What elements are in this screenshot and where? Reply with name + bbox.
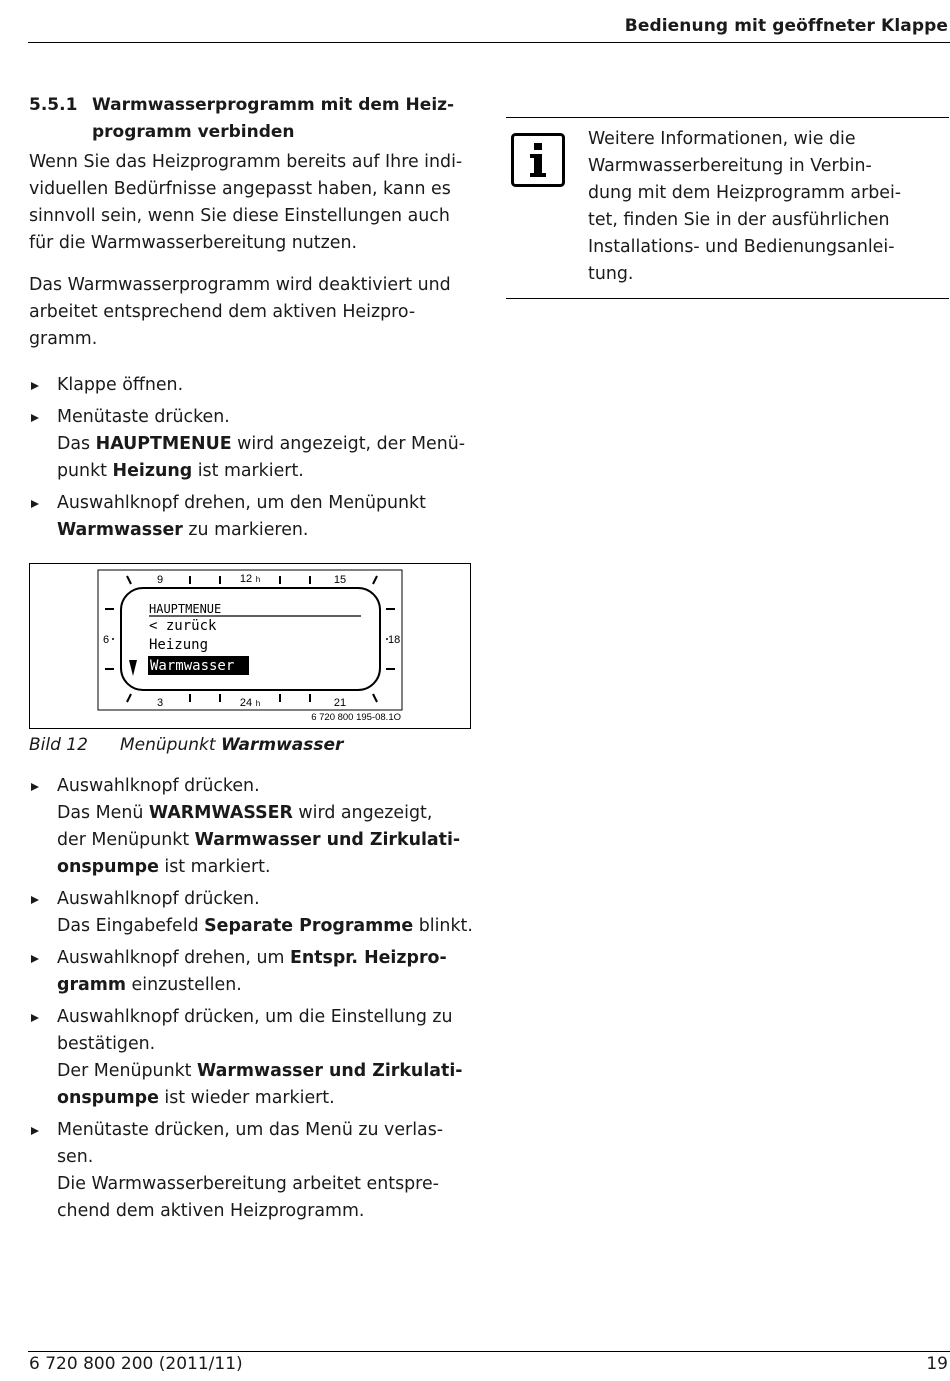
figure-display: [29, 563, 471, 729]
info-box: [506, 118, 949, 298]
footer-doc-code: 6 720 800 200 (2011/11): [29, 1354, 243, 1374]
step-text: Klappe öffnen.: [57, 375, 184, 395]
instruction-step: [29, 886, 474, 940]
intro-paragraph: Wenn Sie das Heizprogramm bereits auf Ihre indi- viduellen Bedürfnisse angepasst haben, kann es sinnvoll sein, wenn Sie diese Einstellungen auch für die Warmwasserbereitung nutzen.: [29, 152, 463, 253]
lcd-item-back: < zurück: [149, 618, 217, 634]
lcd-item-hot-water-selected: Warmwasser: [150, 658, 235, 674]
running-header: Bedienung mit geöffneter Klappe: [624, 16, 948, 36]
step-text: Auswahlknopf drücken.: [57, 889, 260, 909]
step-text: Das Eingabefeld: [57, 916, 205, 936]
dial-label-15: 15: [333, 574, 347, 586]
step-text: Auswahlknopf drehen, um den Menüpunkt: [57, 493, 426, 513]
step-text: sen.: [57, 1147, 94, 1167]
right-column: [506, 117, 949, 299]
step-text: der Menüpunkt: [57, 830, 195, 850]
step-bold-text: Entspr. Heizpro-: [289, 948, 447, 968]
figure-code: 6 720 800 195-08.1O: [311, 712, 401, 723]
step-text: Die Warmwasserbereitung arbeitet entspre-: [57, 1174, 439, 1194]
dial-label-h-bottom: h: [255, 699, 261, 708]
step-bold-text: HAUPTMENUE: [95, 434, 232, 454]
footer-rule: [28, 1351, 950, 1352]
caption-number: Bild 12: [29, 735, 88, 755]
step-bold-text: Warmwasser: [57, 520, 183, 540]
step-text: wird angezeigt, der Menü-: [231, 434, 466, 454]
step-text: ist wieder markiert.: [158, 1088, 335, 1108]
control-unit-display-illustration: [30, 564, 470, 728]
step-bold-text: onspumpe: [57, 857, 159, 877]
step-text: Das Menü: [57, 803, 149, 823]
instruction-list-1: [29, 372, 474, 544]
step-text: Menütaste drücken.: [57, 407, 230, 427]
instruction-step: [29, 773, 474, 881]
left-column: [29, 92, 474, 1230]
step-text: chend dem aktiven Heizprogramm.: [57, 1201, 365, 1221]
instruction-step: [29, 490, 474, 544]
deactivation-paragraph: Das Warmwasserprogramm wird deaktiviert und arbeitet entsprechend dem aktiven Heizpro- gramm.: [29, 275, 451, 349]
step-bold-text: Warmwasser und Zirkulati-: [197, 1061, 463, 1081]
step-text: wird angezeigt,: [292, 803, 433, 823]
step-bold-text: Separate Programme: [204, 916, 414, 936]
scroll-down-arrow-icon: [129, 660, 137, 676]
instruction-step: [29, 372, 474, 399]
step-text: ist markiert.: [158, 857, 271, 877]
dial-tick: [373, 694, 377, 702]
step-text: einzustellen.: [126, 975, 242, 995]
caption-text: [120, 732, 343, 759]
lcd-item-heating: Heizung: [149, 637, 209, 653]
info-text: Weitere Informationen, wie die Warmwasserbereitung in Verbin- dung mit dem Heizprogramm arbei- tet, finden Sie in der ausführlichen Installations- und Bedienungsanlei- tung.: [588, 129, 902, 284]
instruction-list-2: [29, 773, 474, 1225]
step-bold-text: gramm: [57, 975, 127, 995]
lcd-menu-title: HAUPTMENUE: [149, 602, 222, 616]
instruction-step: [29, 1117, 474, 1225]
step-bold-text: WARMWASSER: [148, 803, 293, 823]
dial-label-3: 3: [156, 697, 164, 709]
step-bold-text: Heizung: [112, 461, 193, 481]
dial-label-24: 24: [239, 697, 253, 709]
instruction-step: [29, 404, 474, 485]
instruction-step: [29, 945, 474, 999]
step-text: Menütaste drücken, um das Menü zu verlas-: [57, 1120, 444, 1140]
info-bottom-rule: [506, 298, 949, 299]
section-title: Warmwasserprogramm mit dem Heiz- programm verbinden: [92, 95, 455, 142]
dial-label-21: 21: [333, 697, 347, 709]
step-text: Auswahlknopf drücken.: [57, 776, 260, 796]
caption-prefix: Menüpunkt: [120, 735, 221, 755]
info-icon: [511, 133, 565, 187]
step-text: Auswahlknopf drücken, um die Einstellung zu: [57, 1007, 453, 1027]
dial-tick: [127, 576, 131, 584]
dial-label-h: h: [255, 575, 261, 584]
step-text: ist markiert.: [192, 461, 304, 481]
step-bold-text: onspumpe: [57, 1088, 159, 1108]
dial-tick: [127, 694, 131, 702]
step-text: Das: [57, 434, 96, 454]
dial-label-12: 12: [239, 573, 253, 585]
dial-tick: [373, 576, 377, 584]
dial-label-9: 9: [156, 574, 164, 586]
page-number: 19: [926, 1354, 948, 1374]
section-heading: [29, 92, 474, 146]
step-text: zu markieren.: [182, 520, 309, 540]
step-text: bestätigen.: [57, 1034, 156, 1054]
dial-dot-left: [112, 638, 114, 640]
step-text: punkt: [57, 461, 113, 481]
step-text: Der Menüpunkt: [57, 1061, 198, 1081]
header-rule: [28, 42, 950, 43]
instruction-step: [29, 1004, 474, 1112]
dial-label-6: 6: [103, 634, 110, 646]
caption-bold: Warmwasser: [220, 735, 344, 755]
step-text: blinkt.: [413, 916, 473, 936]
figure-caption: [29, 732, 474, 759]
step-bold-text: Warmwasser und Zirkulati-: [194, 830, 461, 850]
section-number: 5.5.1: [29, 95, 78, 115]
dial-label-18: 18: [388, 634, 401, 646]
step-text: Auswahlknopf drehen, um: [57, 948, 290, 968]
